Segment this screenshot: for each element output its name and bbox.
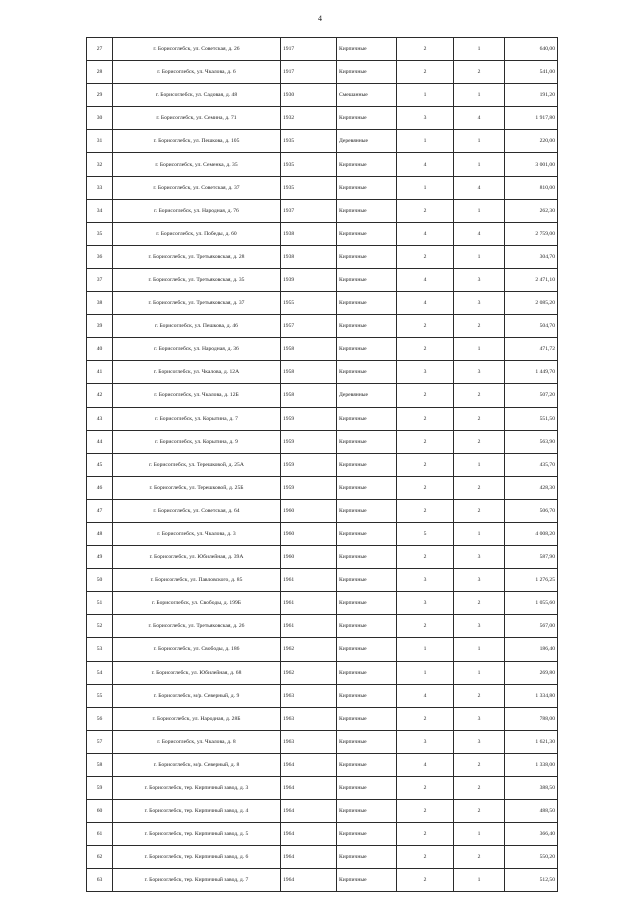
address-cell: г. Борисоглебск, ул. Народная, д. 36 xyxy=(113,338,281,361)
row-number-cell: 34 xyxy=(87,199,113,222)
wall-material-cell: Кирпичные xyxy=(337,684,397,707)
row-number-cell: 44 xyxy=(87,430,113,453)
area-cell: 2 759,00 xyxy=(505,222,558,245)
wall-material-cell: Кирпичные xyxy=(337,638,397,661)
address-cell: г. Борисоглебск, тер. Кирпичный завод, д. 6 xyxy=(113,846,281,869)
floors-cell: 1 xyxy=(397,638,454,661)
area-cell: 1 449,70 xyxy=(505,361,558,384)
table-row xyxy=(87,61,558,84)
year-built-cell: 1964 xyxy=(281,823,337,846)
floors-cell: 2 xyxy=(397,546,454,569)
floors-cell: 3 xyxy=(397,569,454,592)
wall-material-cell: Кирпичные xyxy=(337,592,397,615)
area-cell: 788,00 xyxy=(505,707,558,730)
area-cell: 304,70 xyxy=(505,245,558,268)
table-row xyxy=(87,730,558,753)
wall-material-cell: Кирпичные xyxy=(337,361,397,384)
address-cell: г. Борисоглебск, ул. Третьяковская, д. 37 xyxy=(113,292,281,315)
row-number-cell: 56 xyxy=(87,707,113,730)
area-cell: 1 276,25 xyxy=(505,569,558,592)
year-built-cell: 1957 xyxy=(281,315,337,338)
area-cell: 567,00 xyxy=(505,615,558,638)
year-built-cell: 1964 xyxy=(281,777,337,800)
floors-cell: 2 xyxy=(397,777,454,800)
year-built-cell: 1963 xyxy=(281,730,337,753)
area-cell: 550,20 xyxy=(505,846,558,869)
entrances-cell: 3 xyxy=(454,569,505,592)
floors-cell: 4 xyxy=(397,292,454,315)
address-cell: г. Борисоглебск, ул. Третьяковская, д. 35 xyxy=(113,268,281,291)
area-cell: 810,00 xyxy=(505,176,558,199)
floors-cell: 2 xyxy=(397,846,454,869)
row-number-cell: 54 xyxy=(87,661,113,684)
year-built-cell: 1963 xyxy=(281,707,337,730)
floors-cell: 4 xyxy=(397,222,454,245)
floors-cell: 2 xyxy=(397,453,454,476)
floors-cell: 1 xyxy=(397,176,454,199)
address-cell: г. Борисоглебск, м/р. Северный, д. 9 xyxy=(113,684,281,707)
wall-material-cell: Кирпичные xyxy=(337,61,397,84)
row-number-cell: 32 xyxy=(87,153,113,176)
area-cell: 269,80 xyxy=(505,661,558,684)
entrances-cell: 2 xyxy=(454,315,505,338)
row-number-cell: 52 xyxy=(87,615,113,638)
year-built-cell: 1935 xyxy=(281,176,337,199)
table-row xyxy=(87,707,558,730)
floors-cell: 2 xyxy=(397,615,454,638)
table-row xyxy=(87,869,558,892)
table-row xyxy=(87,499,558,522)
address-cell: г. Борисоглебск, ул. Чкалова, д. 3 xyxy=(113,522,281,545)
entrances-cell: 3 xyxy=(454,615,505,638)
row-number-cell: 48 xyxy=(87,522,113,545)
area-cell: 1 055,60 xyxy=(505,592,558,615)
housing-registry-table xyxy=(86,37,558,892)
year-built-cell: 1937 xyxy=(281,199,337,222)
entrances-cell: 1 xyxy=(454,661,505,684)
row-number-cell: 51 xyxy=(87,592,113,615)
entrances-cell: 2 xyxy=(454,777,505,800)
year-built-cell: 1960 xyxy=(281,499,337,522)
table-row xyxy=(87,176,558,199)
year-built-cell: 1917 xyxy=(281,61,337,84)
wall-material-cell: Деревянные xyxy=(337,130,397,153)
entrances-cell: 2 xyxy=(454,384,505,407)
address-cell: г. Борисоглебск, тер. Кирпичный завод, д. 5 xyxy=(113,823,281,846)
row-number-cell: 62 xyxy=(87,846,113,869)
floors-cell: 2 xyxy=(397,61,454,84)
entrances-cell: 2 xyxy=(454,430,505,453)
floors-cell: 4 xyxy=(397,753,454,776)
wall-material-cell: Кирпичные xyxy=(337,522,397,545)
year-built-cell: 1958 xyxy=(281,361,337,384)
table-row xyxy=(87,430,558,453)
year-built-cell: 1938 xyxy=(281,222,337,245)
floors-cell: 2 xyxy=(397,800,454,823)
table-row xyxy=(87,592,558,615)
table-row xyxy=(87,222,558,245)
address-cell: г. Борисоглебск, ул. Чкалова, д. 6 xyxy=(113,61,281,84)
table-row xyxy=(87,268,558,291)
table-row xyxy=(87,153,558,176)
year-built-cell: 1961 xyxy=(281,615,337,638)
address-cell: г. Борисоглебск, ул. Терешковой, д. 25Б xyxy=(113,476,281,499)
address-cell: г. Борисоглебск, ул. Садовая, д. 48 xyxy=(113,84,281,107)
row-number-cell: 63 xyxy=(87,869,113,892)
entrances-cell: 3 xyxy=(454,361,505,384)
year-built-cell: 1959 xyxy=(281,407,337,430)
wall-material-cell: Кирпичные xyxy=(337,546,397,569)
area-cell: 262,30 xyxy=(505,199,558,222)
area-cell: 541,00 xyxy=(505,61,558,84)
area-cell: 366,40 xyxy=(505,823,558,846)
floors-cell: 3 xyxy=(397,361,454,384)
wall-material-cell: Смешанные xyxy=(337,84,397,107)
wall-material-cell: Кирпичные xyxy=(337,615,397,638)
floors-cell: 2 xyxy=(397,38,454,61)
row-number-cell: 37 xyxy=(87,268,113,291)
row-number-cell: 35 xyxy=(87,222,113,245)
wall-material-cell: Кирпичные xyxy=(337,476,397,499)
area-cell: 488,50 xyxy=(505,800,558,823)
address-cell: г. Борисоглебск, ул. Юбилейная, д. 39А xyxy=(113,546,281,569)
address-cell: г. Борисоглебск, ул. Семина, д. 71 xyxy=(113,107,281,130)
floors-cell: 5 xyxy=(397,522,454,545)
row-number-cell: 45 xyxy=(87,453,113,476)
area-cell: 4 008,20 xyxy=(505,522,558,545)
area-cell: 640,00 xyxy=(505,38,558,61)
wall-material-cell: Кирпичные xyxy=(337,430,397,453)
entrances-cell: 3 xyxy=(454,292,505,315)
area-cell: 428,30 xyxy=(505,476,558,499)
wall-material-cell: Кирпичные xyxy=(337,453,397,476)
entrances-cell: 1 xyxy=(454,245,505,268)
address-cell: г. Борисоглебск, ул. Павловского, д. 85 xyxy=(113,569,281,592)
table-row xyxy=(87,684,558,707)
address-cell: г. Борисоглебск, ул. Терешковой, д. 25А xyxy=(113,453,281,476)
table-row xyxy=(87,38,558,61)
table-row xyxy=(87,800,558,823)
wall-material-cell: Кирпичные xyxy=(337,107,397,130)
address-cell: г. Борисоглебск, ул. Семенка, д. 35 xyxy=(113,153,281,176)
year-built-cell: 1960 xyxy=(281,546,337,569)
floors-cell: 3 xyxy=(397,592,454,615)
address-cell: г. Борисоглебск, ул. Третьяковская, д. 28 xyxy=(113,245,281,268)
entrances-cell: 1 xyxy=(454,38,505,61)
row-number-cell: 38 xyxy=(87,292,113,315)
table-row xyxy=(87,476,558,499)
entrances-cell: 4 xyxy=(454,176,505,199)
table-row xyxy=(87,615,558,638)
table-row xyxy=(87,384,558,407)
address-cell: г. Борисоглебск, ул. Советская, д. 64 xyxy=(113,499,281,522)
entrances-cell: 2 xyxy=(454,61,505,84)
table-row xyxy=(87,407,558,430)
address-cell: г. Борисоглебск, ул. Советская, д. 26 xyxy=(113,38,281,61)
address-cell: г. Борисоглебск, ул. Советская, д. 37 xyxy=(113,176,281,199)
area-cell: 471,72 xyxy=(505,338,558,361)
entrances-cell: 2 xyxy=(454,846,505,869)
table-row xyxy=(87,338,558,361)
wall-material-cell: Кирпичные xyxy=(337,315,397,338)
year-built-cell: 1958 xyxy=(281,338,337,361)
entrances-cell: 1 xyxy=(454,638,505,661)
row-number-cell: 60 xyxy=(87,800,113,823)
row-number-cell: 55 xyxy=(87,684,113,707)
wall-material-cell: Кирпичные xyxy=(337,730,397,753)
entrances-cell: 1 xyxy=(454,84,505,107)
area-cell: 1 917,80 xyxy=(505,107,558,130)
address-cell: г. Борисоглебск, ул. Народная, д. 28Б xyxy=(113,707,281,730)
wall-material-cell: Кирпичные xyxy=(337,222,397,245)
area-cell: 3 001,00 xyxy=(505,153,558,176)
wall-material-cell: Кирпичные xyxy=(337,176,397,199)
year-built-cell: 1964 xyxy=(281,753,337,776)
wall-material-cell: Кирпичные xyxy=(337,407,397,430)
table-row xyxy=(87,522,558,545)
year-built-cell: 1930 xyxy=(281,84,337,107)
table-row xyxy=(87,569,558,592)
wall-material-cell: Кирпичные xyxy=(337,338,397,361)
row-number-cell: 61 xyxy=(87,823,113,846)
entrances-cell: 3 xyxy=(454,707,505,730)
table-row xyxy=(87,846,558,869)
floors-cell: 4 xyxy=(397,684,454,707)
entrances-cell: 1 xyxy=(454,522,505,545)
area-cell: 2 085,20 xyxy=(505,292,558,315)
floors-cell: 2 xyxy=(397,199,454,222)
entrances-cell: 1 xyxy=(454,153,505,176)
row-number-cell: 57 xyxy=(87,730,113,753)
entrances-cell: 4 xyxy=(454,222,505,245)
year-built-cell: 1959 xyxy=(281,453,337,476)
year-built-cell: 1960 xyxy=(281,522,337,545)
area-cell: 191,20 xyxy=(505,84,558,107)
address-cell: г. Борисоглебск, ул. Свободы, д. 186 xyxy=(113,638,281,661)
area-cell: 507,20 xyxy=(505,384,558,407)
address-cell: г. Борисоглебск, ул. Корытина, д. 9 xyxy=(113,430,281,453)
floors-cell: 2 xyxy=(397,476,454,499)
entrances-cell: 1 xyxy=(454,130,505,153)
entrances-cell: 1 xyxy=(454,199,505,222)
row-number-cell: 27 xyxy=(87,38,113,61)
wall-material-cell: Кирпичные xyxy=(337,869,397,892)
year-built-cell: 1959 xyxy=(281,430,337,453)
year-built-cell: 1935 xyxy=(281,130,337,153)
row-number-cell: 59 xyxy=(87,777,113,800)
address-cell: г. Борисоглебск, тер. Кирпичный завод, д. 3 xyxy=(113,777,281,800)
year-built-cell: 1917 xyxy=(281,38,337,61)
table-row xyxy=(87,453,558,476)
area-cell: 435,70 xyxy=(505,453,558,476)
floors-cell: 3 xyxy=(397,730,454,753)
row-number-cell: 58 xyxy=(87,753,113,776)
area-cell: 563,90 xyxy=(505,430,558,453)
address-cell: г. Борисоглебск, ул. Победы, д. 60 xyxy=(113,222,281,245)
table-row xyxy=(87,823,558,846)
year-built-cell: 1963 xyxy=(281,684,337,707)
address-cell: г. Борисоглебск, ул. Третьяковская, д. 26 xyxy=(113,615,281,638)
entrances-cell: 2 xyxy=(454,592,505,615)
area-cell: 1 334,80 xyxy=(505,684,558,707)
area-cell: 504,70 xyxy=(505,315,558,338)
row-number-cell: 47 xyxy=(87,499,113,522)
row-number-cell: 42 xyxy=(87,384,113,407)
table-row xyxy=(87,84,558,107)
area-cell: 551,50 xyxy=(505,407,558,430)
area-cell: 1 338,00 xyxy=(505,753,558,776)
entrances-cell: 1 xyxy=(454,869,505,892)
address-cell: г. Борисоглебск, ул. Пешкова, д. 105 xyxy=(113,130,281,153)
area-cell: 186,40 xyxy=(505,638,558,661)
entrances-cell: 4 xyxy=(454,107,505,130)
floors-cell: 4 xyxy=(397,268,454,291)
floors-cell: 2 xyxy=(397,245,454,268)
row-number-cell: 50 xyxy=(87,569,113,592)
year-built-cell: 1938 xyxy=(281,245,337,268)
year-built-cell: 1959 xyxy=(281,476,337,499)
table-row xyxy=(87,292,558,315)
entrances-cell: 2 xyxy=(454,684,505,707)
entrances-cell: 2 xyxy=(454,407,505,430)
wall-material-cell: Кирпичные xyxy=(337,777,397,800)
table-row xyxy=(87,546,558,569)
address-cell: г. Борисоглебск, ул. Чкалова, д. 12Б xyxy=(113,384,281,407)
area-cell: 587,90 xyxy=(505,546,558,569)
table-row xyxy=(87,661,558,684)
entrances-cell: 2 xyxy=(454,476,505,499)
entrances-cell: 3 xyxy=(454,730,505,753)
entrances-cell: 2 xyxy=(454,499,505,522)
area-cell: 220,00 xyxy=(505,130,558,153)
year-built-cell: 1962 xyxy=(281,638,337,661)
floors-cell: 4 xyxy=(397,153,454,176)
entrances-cell: 3 xyxy=(454,268,505,291)
entrances-cell: 2 xyxy=(454,800,505,823)
address-cell: г. Борисоглебск, ул. Чкалова, д. 12А xyxy=(113,361,281,384)
row-number-cell: 31 xyxy=(87,130,113,153)
address-cell: г. Борисоглебск, ул. Свободы, д. 199Б xyxy=(113,592,281,615)
year-built-cell: 1932 xyxy=(281,107,337,130)
table-row xyxy=(87,245,558,268)
row-number-cell: 33 xyxy=(87,176,113,199)
row-number-cell: 49 xyxy=(87,546,113,569)
year-built-cell: 1964 xyxy=(281,800,337,823)
address-cell: г. Борисоглебск, тер. Кирпичный завод, д. 7 xyxy=(113,869,281,892)
table-row xyxy=(87,107,558,130)
wall-material-cell: Кирпичные xyxy=(337,846,397,869)
wall-material-cell: Кирпичные xyxy=(337,199,397,222)
year-built-cell: 1964 xyxy=(281,846,337,869)
registry-table-body xyxy=(87,38,558,892)
entrances-cell: 3 xyxy=(454,546,505,569)
floors-cell: 2 xyxy=(397,315,454,338)
year-built-cell: 1939 xyxy=(281,268,337,291)
entrances-cell: 1 xyxy=(454,823,505,846)
page-number: 4 xyxy=(318,14,322,23)
floors-cell: 2 xyxy=(397,430,454,453)
wall-material-cell: Кирпичные xyxy=(337,245,397,268)
table-row xyxy=(87,777,558,800)
floors-cell: 1 xyxy=(397,661,454,684)
table-row xyxy=(87,753,558,776)
wall-material-cell: Кирпичные xyxy=(337,38,397,61)
table-row xyxy=(87,315,558,338)
address-cell: г. Борисоглебск, м/р. Северный, д. 8 xyxy=(113,753,281,776)
row-number-cell: 39 xyxy=(87,315,113,338)
floors-cell: 2 xyxy=(397,869,454,892)
floors-cell: 1 xyxy=(397,130,454,153)
entrances-cell: 1 xyxy=(454,453,505,476)
row-number-cell: 30 xyxy=(87,107,113,130)
address-cell: г. Борисоглебск, ул. Корытина, д. 7 xyxy=(113,407,281,430)
floors-cell: 2 xyxy=(397,338,454,361)
wall-material-cell: Кирпичные xyxy=(337,753,397,776)
row-number-cell: 41 xyxy=(87,361,113,384)
address-cell: г. Борисоглебск, тер. Кирпичный завод, д. 4 xyxy=(113,800,281,823)
floors-cell: 2 xyxy=(397,407,454,430)
wall-material-cell: Кирпичные xyxy=(337,499,397,522)
row-number-cell: 29 xyxy=(87,84,113,107)
entrances-cell: 1 xyxy=(454,338,505,361)
table-row xyxy=(87,199,558,222)
floors-cell: 1 xyxy=(397,84,454,107)
area-cell: 506,70 xyxy=(505,499,558,522)
floors-cell: 3 xyxy=(397,107,454,130)
area-cell: 2 471,10 xyxy=(505,268,558,291)
floors-cell: 2 xyxy=(397,384,454,407)
wall-material-cell: Кирпичные xyxy=(337,800,397,823)
wall-material-cell: Кирпичные xyxy=(337,292,397,315)
row-number-cell: 43 xyxy=(87,407,113,430)
row-number-cell: 36 xyxy=(87,245,113,268)
year-built-cell: 1935 xyxy=(281,153,337,176)
wall-material-cell: Деревянные xyxy=(337,384,397,407)
table-row xyxy=(87,130,558,153)
year-built-cell: 1964 xyxy=(281,869,337,892)
address-cell: г. Борисоглебск, ул. Народная, д. 76 xyxy=(113,199,281,222)
address-cell: г. Борисоглебск, ул. Пешкова, д. 46 xyxy=(113,315,281,338)
entrances-cell: 2 xyxy=(454,753,505,776)
floors-cell: 2 xyxy=(397,707,454,730)
floors-cell: 2 xyxy=(397,499,454,522)
row-number-cell: 28 xyxy=(87,61,113,84)
wall-material-cell: Кирпичные xyxy=(337,823,397,846)
wall-material-cell: Кирпичные xyxy=(337,707,397,730)
floors-cell: 2 xyxy=(397,823,454,846)
year-built-cell: 1961 xyxy=(281,569,337,592)
area-cell: 1 621,30 xyxy=(505,730,558,753)
year-built-cell: 1958 xyxy=(281,384,337,407)
year-built-cell: 1955 xyxy=(281,292,337,315)
address-cell: г. Борисоглебск, ул. Чкалова, д. 8 xyxy=(113,730,281,753)
table-row xyxy=(87,361,558,384)
wall-material-cell: Кирпичные xyxy=(337,569,397,592)
row-number-cell: 40 xyxy=(87,338,113,361)
row-number-cell: 46 xyxy=(87,476,113,499)
area-cell: 388,50 xyxy=(505,777,558,800)
wall-material-cell: Кирпичные xyxy=(337,661,397,684)
area-cell: 512,50 xyxy=(505,869,558,892)
wall-material-cell: Кирпичные xyxy=(337,268,397,291)
year-built-cell: 1962 xyxy=(281,661,337,684)
address-cell: г. Борисоглебск, ул. Юбилейная, д. 68 xyxy=(113,661,281,684)
wall-material-cell: Кирпичные xyxy=(337,153,397,176)
year-built-cell: 1961 xyxy=(281,592,337,615)
table-row xyxy=(87,638,558,661)
row-number-cell: 53 xyxy=(87,638,113,661)
